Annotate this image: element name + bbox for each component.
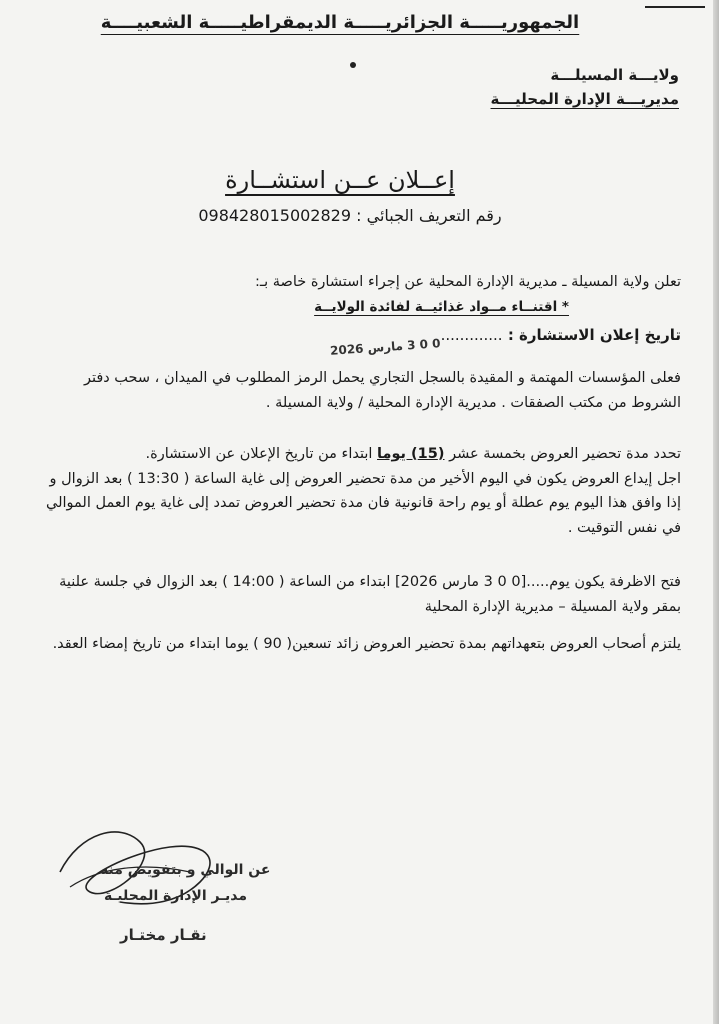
subject-line: * اقتنــاء مــواد غذائيــة لفائدة الولايــة [314,299,569,315]
date-dots: ............. [440,326,503,344]
tax-id-line [190,206,510,225]
commitment-paragraph: يلتزم أصحاب العروض بتعهداتهم بمدة تحضير العروض زائد تسعين( 90 ) يوما ابتداء من تاريخ إمضاء العقد. [52,636,681,652]
duration-days: (15) يوما [377,446,445,462]
wilaya-name: ولايـــة المسيلـــة [550,66,679,84]
margin-line [645,6,705,8]
directorate-name: مديريـــة الإدارة المحليـــة [490,90,679,108]
announcement-title: إعــلان عــن استشــارة [225,166,455,194]
ink-dot [350,62,356,68]
republic-header: الجمهوريـــــة الجزائريـــــة الديمقراطيـــــة الشعبيــــة [100,12,580,33]
invite-paragraph: فعلى المؤسسات المهتمة و المقيدة بالسجل التجاري يحمل الرمز المطلوب في الميدان ، سحب دفتر الشروط من مكتب الصفقات . مديرية الإدارة المحلية / ولاية المسيلة . [83,370,681,411]
announcement-date-line [441,326,681,344]
duration-text-c: ابتداء من تاريخ الإعلان عن الاستشارة. [145,446,373,462]
duration-paragraph [34,442,681,467]
deadline-paragraph: اجل إيداع العروض يكون في اليوم الأخير من مدة تحضير العروض إلى غاية الساعة ( 13:30 ) بعد الزوال و إذا وافق هذا اليوم يوم عطلة أو يوم راحة قانونية فان مدة تحضير العروض تمدد إلى غاية يوم العمل الموالي في نفس التوقيت . [46,470,681,536]
duration-and-deadline [34,442,681,541]
duration-text-a: تحدد مدة تحضير العروض بخمسة عشر [449,446,681,462]
tax-id-label: رقم التعريف الجبائي : [356,206,502,225]
page-edge-shadow [713,0,719,1024]
signatory-name: نقـار مختـار [120,926,207,944]
tax-id-value: 098428015002829 [198,206,352,225]
signature-line-2: مديـر الإدارة المحليـة [104,888,248,904]
signature-line-1: عن الوالي و بتفويض منه [100,862,271,878]
intro-paragraph: تعلن ولاية المسيلة ـ مديرية الإدارة المحلية عن إجراء استشارة خاصة بـ: [254,274,681,290]
date-label: تاريخ إعلان الاستشارة : [507,326,681,344]
date-stamp: 0 0 3 مارس 2026 [329,336,441,358]
opening-paragraph: فتح الاظرفة يكون يوم.....[0 0 3 مارس 2026] ابتداء من الساعة ( 14:00 ) بعد الزوال في جلسة علنية بمقر ولاية المسيلة – مديرية الإدارة المحلية [59,574,681,615]
